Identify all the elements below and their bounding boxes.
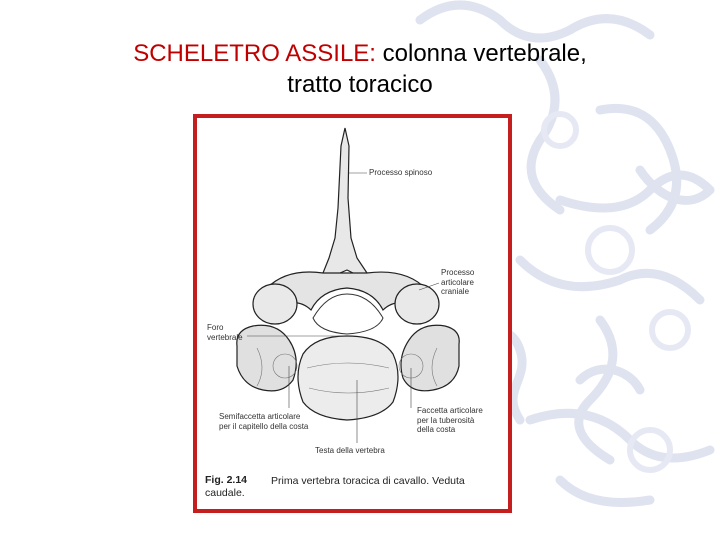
slide-title-highlight: SCHELETRO ASSILE: [133, 40, 376, 67]
slide-title-line2: tratto toracico [287, 71, 433, 98]
slide-title [40, 38, 680, 100]
label-processo-spinoso: Processo spinoso [369, 168, 433, 177]
label-testa: Testa della vertebra [315, 446, 385, 455]
figure-frame [193, 114, 512, 513]
label-processo-articolare: Processo articolare craniale [441, 268, 475, 296]
caption-text-line2: caudale. [205, 487, 245, 499]
label-faccetta: Faccetta articolare per la tuberosità della costa [417, 406, 483, 434]
label-semifaccetta: Semifaccetta articolare per il capitello della costa [219, 412, 309, 431]
label-foro-vertebrale: Foro vertebrale [207, 323, 243, 342]
caption-text: Prima vertebra toracica di cavallo. Veduta [271, 475, 465, 487]
slide-title-part2: colonna vertebrale, [375, 40, 587, 67]
caption-figure-number: Fig. 2.14 [205, 474, 248, 486]
